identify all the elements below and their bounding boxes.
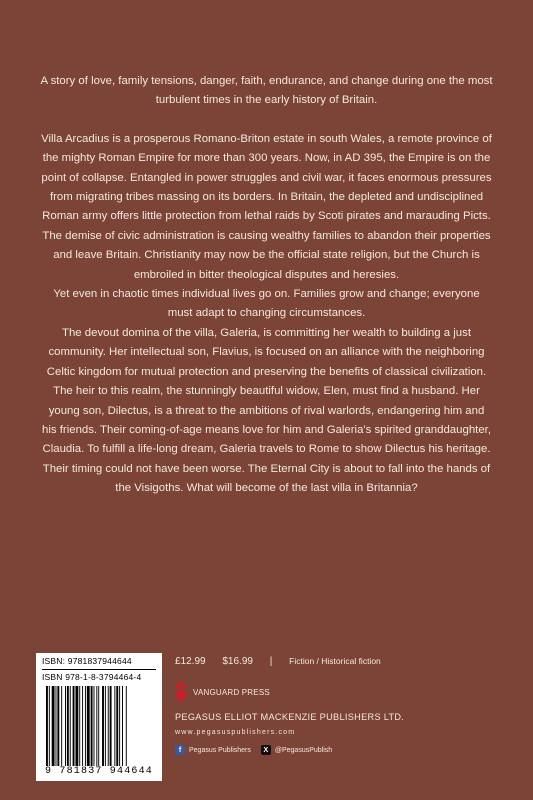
blurb-tagline: A story of love, family tensions, danger, faith, endurance, and change during one the most turbulent times in the early history of Britain. bbox=[40, 75, 493, 107]
publisher-website[interactable]: www.pegasuspublishers.com bbox=[175, 729, 296, 736]
back-cover-blurb bbox=[40, 72, 493, 499]
barcode-divider bbox=[42, 669, 156, 670]
vanguard-logo-icon bbox=[175, 681, 187, 703]
blurb-paragraph-setting: Villa Arcadius is a prosperous Romano-Briton estate in south Wales, a remote province of the mighty Roman Empire for more than 300 years. Now, in AD 395, the Empire is on the point of collapse. Entangled in power struggles and civil war, it faces enormous pressures from migrating tribes massing on its borders. In Britain, the depleted and undisciplined Roman army offers little protection from lethal raids by Scoti pirates and marauding Picts. The demise of civic administration is causing wealthy families to abandon their properties and leave Britain. Christianity may now be the official state religion, but the Church is embroiled in bitter theological disputes and heresies. bbox=[41, 132, 492, 281]
blurb-paragraph-characters: The devout domina of the villa, Galeria, is committing her wealth to building a just community. Her intellectual son, Flavius, is focused on an alliance with the neighboring Celtic kingdom for mutual protection and preserving the benefits of classical civilization. The heir to this realm, the stunningly beautiful widow, Elen, must find a husband. Her young son, Dilectus, is a threat to the ambitions of rival warlords, endangering him and his friends. Their coming-of-age means love for him and Galeria's spirited granddaughter, Claudia. To fulfill a life-long dream, Galeria travels to Rome to show Dilectus his heritage. bbox=[42, 326, 491, 456]
x-handle[interactable]: @PegasusPublish bbox=[274, 746, 333, 754]
blurb-paragraph-closing: Their timing could not have been worse. The Eternal City is about to fall into the hands of the Visigoths. What will become of the last villa in Britannia? bbox=[42, 462, 491, 495]
category-label: Fiction / Historical fiction bbox=[289, 656, 381, 666]
price-usd: $16.99 bbox=[222, 656, 253, 667]
price-gbp: £12.99 bbox=[175, 656, 206, 667]
isbn-label: ISBN: 9781837944644 bbox=[42, 656, 132, 666]
vanguard-imprint bbox=[175, 680, 270, 704]
imprint-name: VANGUARD PRESS bbox=[193, 687, 270, 697]
blurb-paragraph-families: Yet even in chaotic times individual lives go on. Families grow and change; everyone must adapt to changing circumstances. bbox=[53, 288, 480, 320]
price-divider: | bbox=[269, 656, 273, 667]
barcode-bars-icon bbox=[46, 686, 158, 766]
price-row bbox=[175, 656, 395, 667]
social-links bbox=[175, 745, 332, 755]
facebook-handle[interactable]: Pegasus Publishers bbox=[189, 746, 251, 754]
facebook-icon: f bbox=[175, 745, 185, 755]
barcode-number: 9 781837 944644 bbox=[44, 766, 153, 777]
x-icon: X bbox=[261, 745, 271, 755]
isbn-barcode-box bbox=[36, 653, 162, 781]
isbn-formatted: ISBN 978-1-8-3794464-4 bbox=[42, 672, 142, 682]
publisher-name: PEGASUS ELLIOT MACKENZIE PUBLISHERS LTD. bbox=[175, 712, 405, 722]
